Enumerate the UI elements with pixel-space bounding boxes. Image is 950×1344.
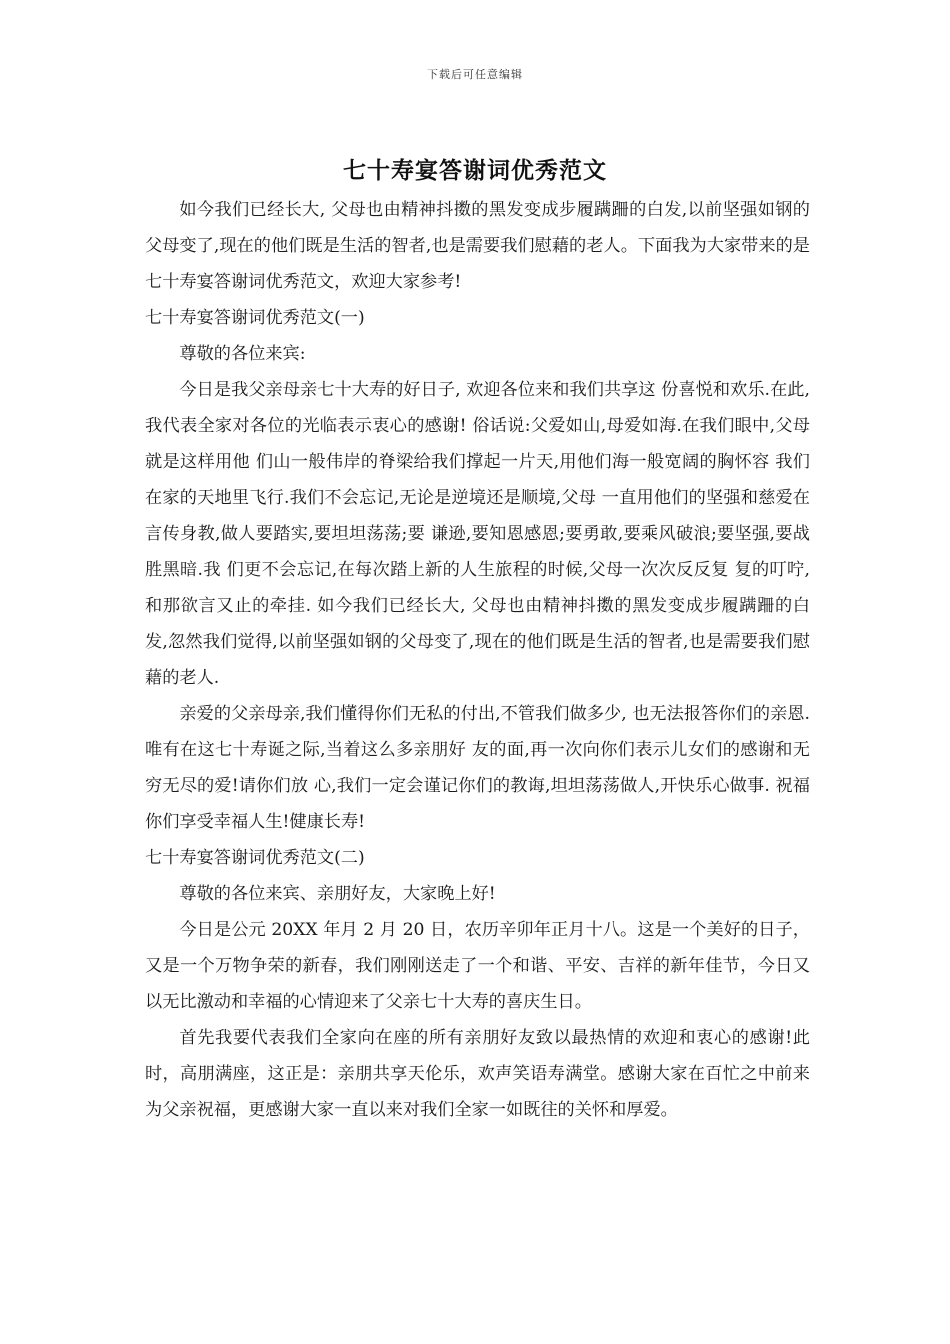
section-1-greeting: 尊敬的各位来宾: xyxy=(179,344,306,364)
document-title: 七十寿宴答谢词优秀范文 xyxy=(343,157,607,184)
section-2-paragraph-2: 首先我要代表我们全家向在座的所有亲朋好友致以最热情的欢迎和衷心的感谢!此时，高朋满座，这正是：亲朋共享天伦乐，欢声笑语寿满堂。感谢大家在百忙之中前来为父亲祝福，更感谢大家一直以来对我们全家一如既往的关怀和厚爱。 xyxy=(145,1028,810,1120)
section-2-heading: 七十寿宴答谢词优秀范文(二) xyxy=(145,848,365,868)
header-note: 下载后可任意编辑 xyxy=(427,68,523,81)
intro-paragraph: 如今我们已经长大, 父母也由精神抖擞的黑发变成步履蹒跚的白发,以前坚强如钢的父母变了,现在的他们既是生活的智者,也是需要我们慰藉的老人。下面我为大家带来的是七十寿宴答谢词优秀范文，欢迎大家参考! xyxy=(145,200,810,292)
section-1-paragraph-1: 今日是我父亲母亲七十大寿的好日子, 欢迎各位来和我们共享这 份喜悦和欢乐.在此,我代表全家对各位的光临表示衷心的感谢! 俗话说:父爱如山,母爱如海.在我们眼中,父母就是这样用他 们山一般伟岸的脊梁给我们撑起一片天,用他们海一般宽阔的胸怀容 我们在家的天地里飞行.我们不会忘记,无论是逆境还是顺境,父母 一直用他们的坚强和慈爱在言传身教,做人要踏实,要坦坦荡荡;要 谦逊,要知恩感恩;要勇敢,要乘风破浪;要坚强,要战胜黑暗.我 们更不会忘记,在每次踏上新的人生旅程的时候,父母一次次反反复 复的叮咛,和那欲言又止的牵挂. 如今我们已经长大, 父母也由精神抖擞的黑发变成步履蹒跚的白 发,忽然我们觉得,以前坚强如钢的父母变了,现在的他们既是生活的智者,也是需要我们慰藉的老人. xyxy=(145,380,810,688)
document-body xyxy=(145,192,810,1128)
section-2-paragraph-1: 今日是公元 20XX 年月 2 月 20 日，农历辛卯年正月十八。这是一个美好的日子，又是一个万物争荣的新春，我们刚刚送走了一个和谐、平安、吉祥的新年佳节，今日又以无比激动和幸福的心情迎来了父亲七十大寿的喜庆生日。 xyxy=(145,920,810,1012)
section-1-heading: 七十寿宴答谢词优秀范文(一) xyxy=(145,308,365,328)
section-1-paragraph-2: 亲爱的父亲母亲,我们懂得你们无私的付出,不管我们做多少, 也无法报答你们的亲恩.唯有在这七十寿诞之际,当着这么多亲朋好 友的面,再一次向你们表示儿女们的感谢和无穷无尽的爱!请你们放 心,我们一定会谨记你们的教诲,坦坦荡荡做人,开快乐心做事. 祝福你们享受幸福人生!健康长寿! xyxy=(145,704,810,832)
section-2-greeting: 尊敬的各位来宾、亲朋好友，大家晚上好! xyxy=(179,884,496,904)
